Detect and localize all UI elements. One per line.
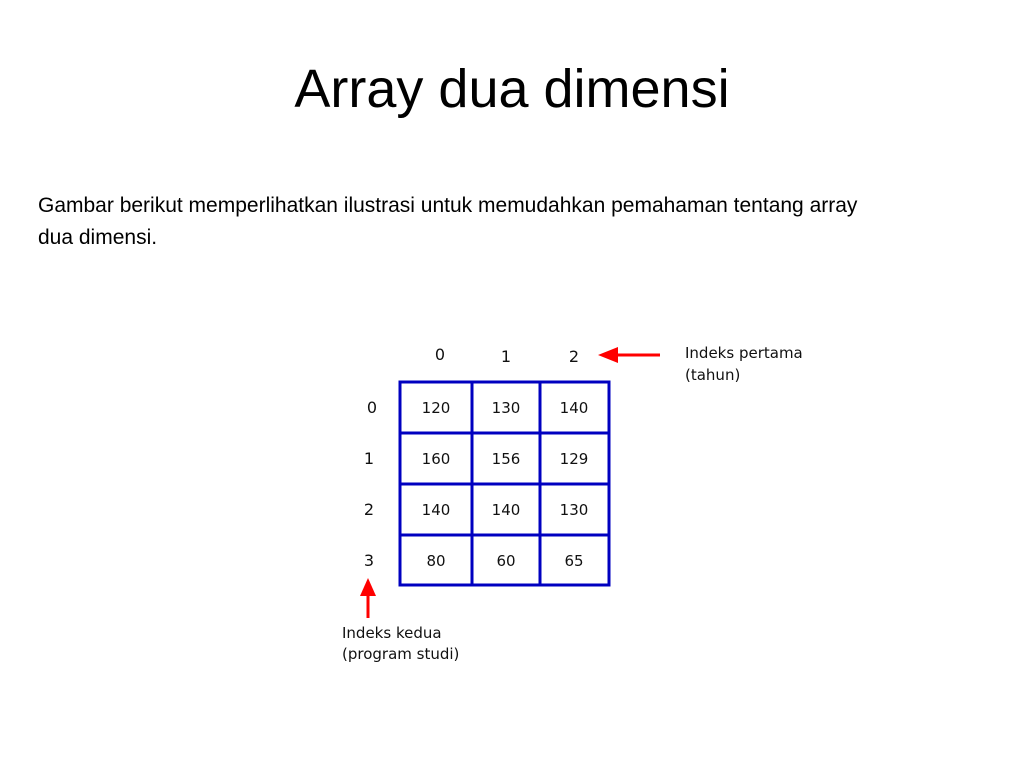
second-index-arrow xyxy=(360,578,376,618)
first-index-arrow xyxy=(598,347,660,363)
first-index-label-line-1: Indeks pertama xyxy=(685,344,803,362)
second-index-label-line-1: Indeks kedua xyxy=(342,624,442,642)
first-index-label-line-2: (tahun) xyxy=(685,366,741,384)
row-indices xyxy=(364,398,377,570)
slide-body-text: Gambar berikut memperlihatkan ilustrasi untuk memudahkan pemahaman tentang array dua dimensi. xyxy=(38,194,858,249)
first-index-arrow-head xyxy=(598,347,618,363)
cell-0-2: 140 xyxy=(559,399,589,417)
cell-2-2: 130 xyxy=(559,501,589,519)
row-index-3: 3 xyxy=(363,551,375,570)
column-index-2: 2 xyxy=(568,347,580,366)
cell-3-0: 80 xyxy=(426,552,446,570)
cell-0-1: 130 xyxy=(491,399,521,417)
second-index-label xyxy=(342,624,459,663)
second-index-label-line-2: (program studi) xyxy=(342,645,460,663)
column-index-0: 0 xyxy=(434,345,446,364)
column-indices xyxy=(435,345,579,366)
column-index-1: 1 xyxy=(500,347,512,366)
slide-title: Array dua dimensi xyxy=(294,59,730,119)
cell-1-2: 129 xyxy=(559,450,589,468)
second-index-arrow-head xyxy=(360,578,376,596)
first-index-label xyxy=(685,344,803,384)
row-index-2: 2 xyxy=(363,500,375,519)
row-index-0: 0 xyxy=(366,398,378,417)
cell-3-2: 65 xyxy=(564,552,584,570)
cell-0-0: 120 xyxy=(421,399,451,417)
cell-2-0: 140 xyxy=(421,501,451,519)
cell-3-1: 60 xyxy=(496,552,516,570)
cell-1-1: 156 xyxy=(491,450,521,468)
cell-2-1: 140 xyxy=(491,501,521,519)
row-index-1: 1 xyxy=(363,449,375,468)
cell-1-0: 160 xyxy=(421,450,451,468)
